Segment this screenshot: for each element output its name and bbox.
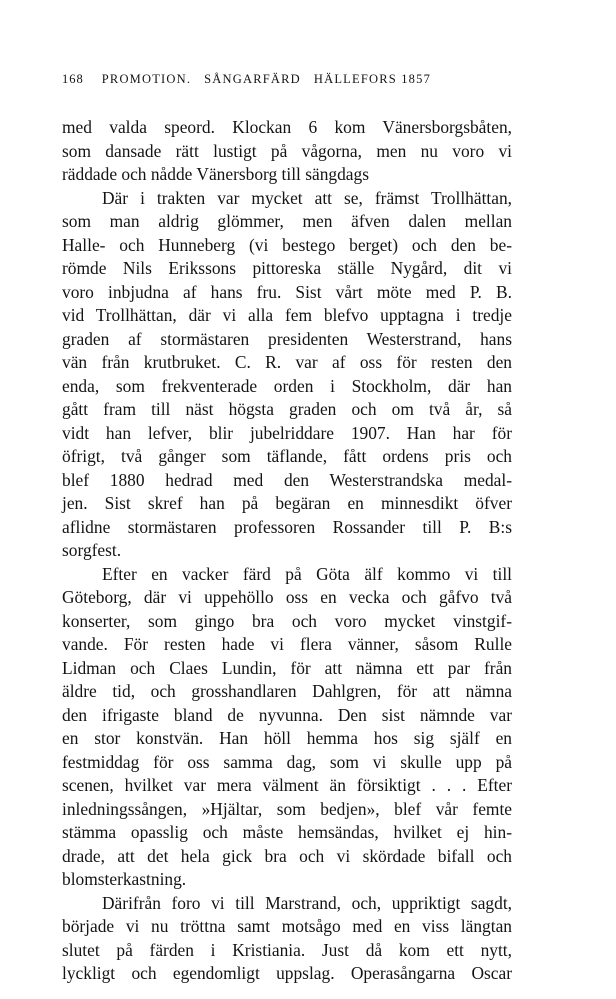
text-line: blef 1880 hedrad med den Westerstrandska medal- <box>62 469 512 490</box>
text-line: voro inbjudna af hans fru. Sist vårt möte med P. B. <box>62 281 512 302</box>
text-line: gått fram till näst högsta graden och om två år, så <box>62 399 512 419</box>
text-line: lyckligt och egendomligt uppslag. Operasångarna Oscar <box>62 963 512 983</box>
text-line: den ifrigaste bland de nyvunna. Den sist nämnde var <box>62 704 512 725</box>
text-line: Därifrån foro vi till Marstrand, och, uppriktigt sagdt, <box>102 892 512 913</box>
text-line: sorgfest. <box>62 540 122 560</box>
text-line: slutet på färden i Kristiania. Just då kom ett nytt, <box>62 939 512 960</box>
text-line: enda, som frekventerade orden i Stockholm, där han <box>62 375 512 396</box>
text-line: Lidman och Claes Lundin, för att nämna ett par från <box>62 657 512 678</box>
running-header <box>62 72 512 92</box>
text-line: aflidne stormästaren professoren Rossander till P. B:s <box>62 516 512 537</box>
text-line: Där i trakten var mycket att se, främst Trollhättan, <box>102 187 512 208</box>
text-line: en stor konstvän. Han höll hemma hos sig själf en <box>62 728 512 748</box>
text-line: vande. För resten hade vi flera vänner, såsom Rulle <box>62 634 512 654</box>
text-line: drade, att det hela gick bra och vi skördade bifall och <box>62 845 512 866</box>
text-line: som man aldrig glömmer, men äfven dalen mellan <box>62 211 512 231</box>
text-line: blomsterkastning. <box>62 869 187 889</box>
text-line: graden af stormästaren presidenten Westerstrand, hans <box>62 328 512 349</box>
text-line: stämma opasslig och måste hemsändas, hvilket ej hin- <box>62 822 512 842</box>
text-line: öfrigt, två gånger som täflande, fått ordens pris och <box>62 446 512 466</box>
running-title: PROMOTION. SÅNGARFÄRD HÄLLEFORS 1857 <box>101 72 432 86</box>
text-line: vidt han lefver, blir jubelriddare 1907. Han har för <box>62 422 512 443</box>
text-line: inledningssången, »Hjältar, som bedjen», blef vår femte <box>62 798 512 819</box>
text-line: med valda speord. Klockan 6 kom Vänersborgsbåten, <box>62 117 512 137</box>
text-line: började vi nu tröttna samt motsågo med en viss längtan <box>62 916 512 936</box>
text-line: scenen, hvilket var mera välment än försiktigt . . . Efter <box>62 775 512 795</box>
text-line: Halle- och Hunneberg (vi bestego berget) och den be- <box>62 234 512 255</box>
body-text <box>62 116 512 986</box>
text-line: vän från krutbruket. C. R. var af oss för resten den <box>62 352 512 372</box>
text-line: Efter en vacker färd på Göta älf kommo vi till <box>102 563 512 584</box>
text-line: Göteborg, där vi uppehöllo oss en vecka och gåfvo två <box>62 587 512 607</box>
text-line: konserter, som gingo bra och voro mycket vinstgif- <box>62 610 512 631</box>
text-line: vid Trollhättan, där vi alla fem blefvo upptagna i tredje <box>62 305 512 325</box>
text-line: äldre tid, och grosshandlaren Dahlgren, för att nämna <box>62 681 512 701</box>
text-line: som dansade rätt lustigt på vågorna, men nu voro vi <box>62 140 512 161</box>
text-line: jen. Sist skref han på begäran en minnesdikt öfver <box>62 493 512 513</box>
text-line: räddade och nådde Vänersborg till sängdags <box>62 164 369 184</box>
text-line: festmiddag för oss samma dag, som vi skulle upp på <box>62 751 512 772</box>
page-number: 168 <box>62 72 84 86</box>
text-line: römde Nils Erikssons pittoreska ställe Nygård, dit vi <box>62 258 512 278</box>
book-page <box>62 72 512 986</box>
